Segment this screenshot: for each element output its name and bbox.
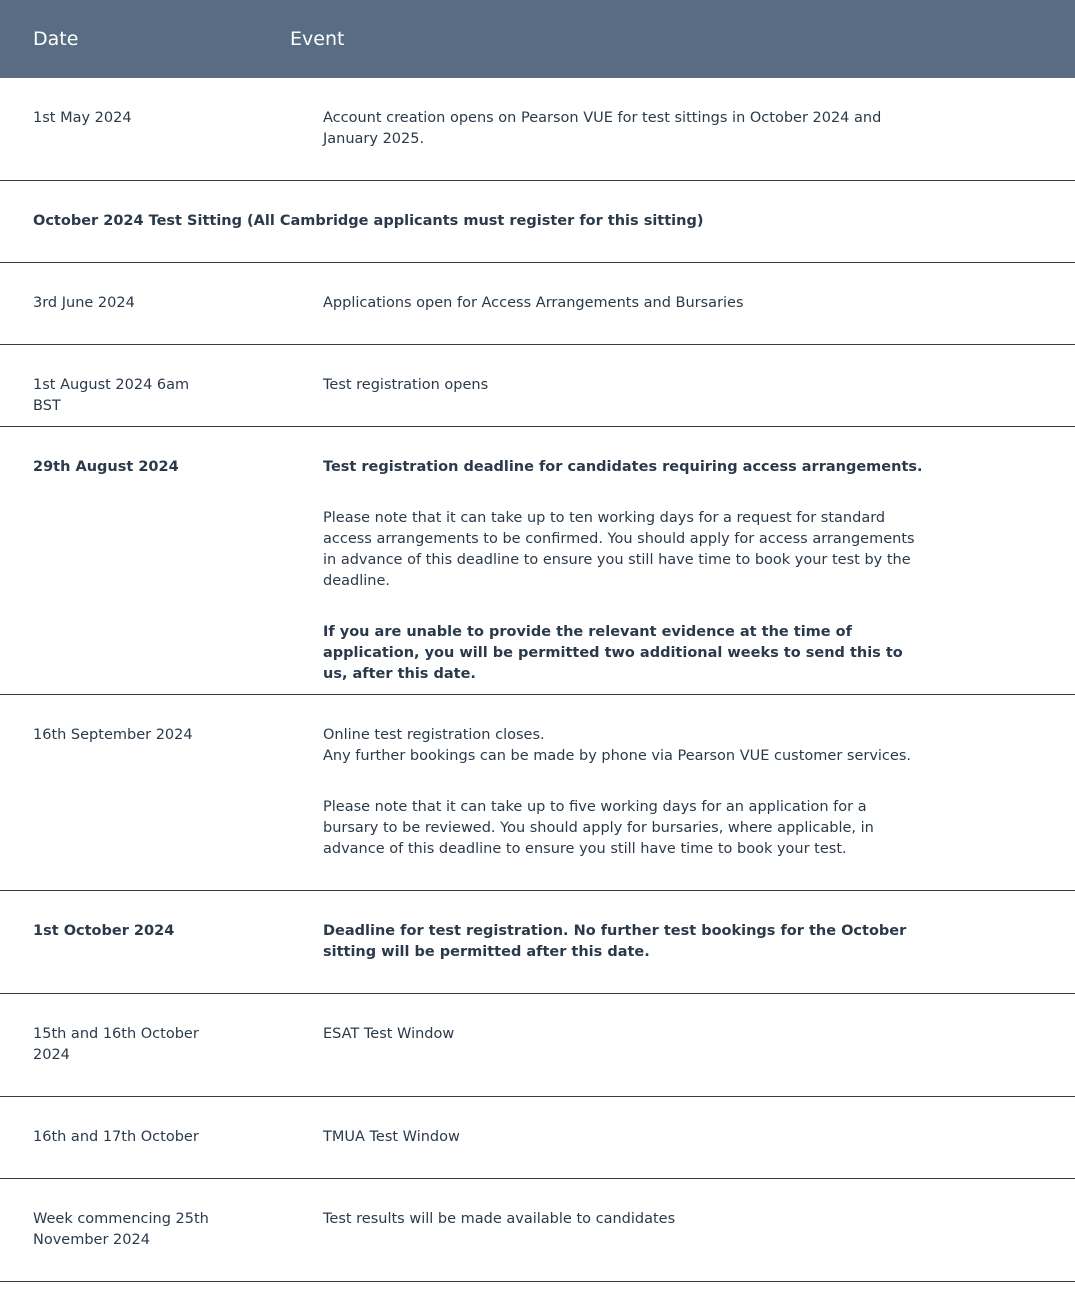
row-date: Week commencing 25th November 2024 [33, 1211, 209, 1248]
event-column-header: Event [290, 28, 345, 50]
table-row [0, 78, 1075, 181]
event-text: Test registration opens [323, 377, 489, 393]
row-date: 3rd June 2024 [33, 295, 135, 311]
event-text: Any further bookings can be made by phone via Pearson VUE customer services. [323, 748, 911, 764]
row-event [323, 921, 923, 993]
event-text: Account creation opens on Pearson VUE for test sittings in October 2024 and January 2025. [323, 110, 882, 147]
row-event [323, 108, 923, 180]
table-header [0, 0, 1075, 78]
row-date: 16th September 2024 [33, 727, 193, 743]
row-event [323, 375, 923, 426]
date-column-header: Date [33, 28, 79, 50]
section-heading: October 2024 Test Sitting (All Cambridge applicants must register for this sitting) [33, 213, 704, 229]
event-text: Please note that it can take up to ten working days for a request for standard access arrangements to be confirmed. You should apply for access arrangements in advance of this deadline to ensure you still have time to book your test by the deadline. [323, 510, 915, 589]
row-date: 1st October 2024 [33, 923, 175, 939]
row-event [323, 1024, 923, 1096]
row-date: 1st May 2024 [33, 110, 132, 126]
table-row [0, 1179, 1075, 1282]
event-text: TMUA Test Window [323, 1129, 460, 1145]
row-event [323, 1209, 923, 1281]
row-date: 15th and 16th October 2024 [33, 1026, 199, 1063]
event-text: If you are unable to provide the relevant evidence at the time of application, you will be permitted two additional weeks to send this to us, after this date. [323, 624, 903, 682]
row-date: 16th and 17th October [33, 1129, 199, 1145]
row-date: 29th August 2024 [33, 459, 179, 475]
row-event [323, 293, 923, 344]
event-text: Test registration deadline for candidates requiring access arrangements. [323, 459, 923, 475]
table-row [0, 891, 1075, 994]
table-row [0, 695, 1075, 891]
event-text: Applications open for Access Arrangements and Bursaries [323, 295, 744, 311]
section-heading-row [0, 181, 1075, 263]
row-event [323, 457, 923, 694]
table-row [0, 263, 1075, 345]
event-text: ESAT Test Window [323, 1026, 455, 1042]
event-text: Please note that it can take up to five working days for an application for a bursary to be reviewed. You should apply for bursaries, where applicable, in advance of this deadline to ensure you still have time to book your test. [323, 799, 874, 857]
row-event [323, 725, 923, 890]
event-text: Test results will be made available to candidates [323, 1211, 676, 1227]
event-text: Deadline for test registration. No further test bookings for the October sitting will be permitted after this date. [323, 923, 907, 960]
event-text: Online test registration closes. [323, 727, 545, 743]
row-event [323, 1127, 923, 1178]
table-row [0, 345, 1075, 427]
table-row [0, 427, 1075, 695]
row-date: 1st August 2024 6am BST [33, 377, 190, 414]
table-row [0, 1097, 1075, 1179]
table-row [0, 994, 1075, 1097]
